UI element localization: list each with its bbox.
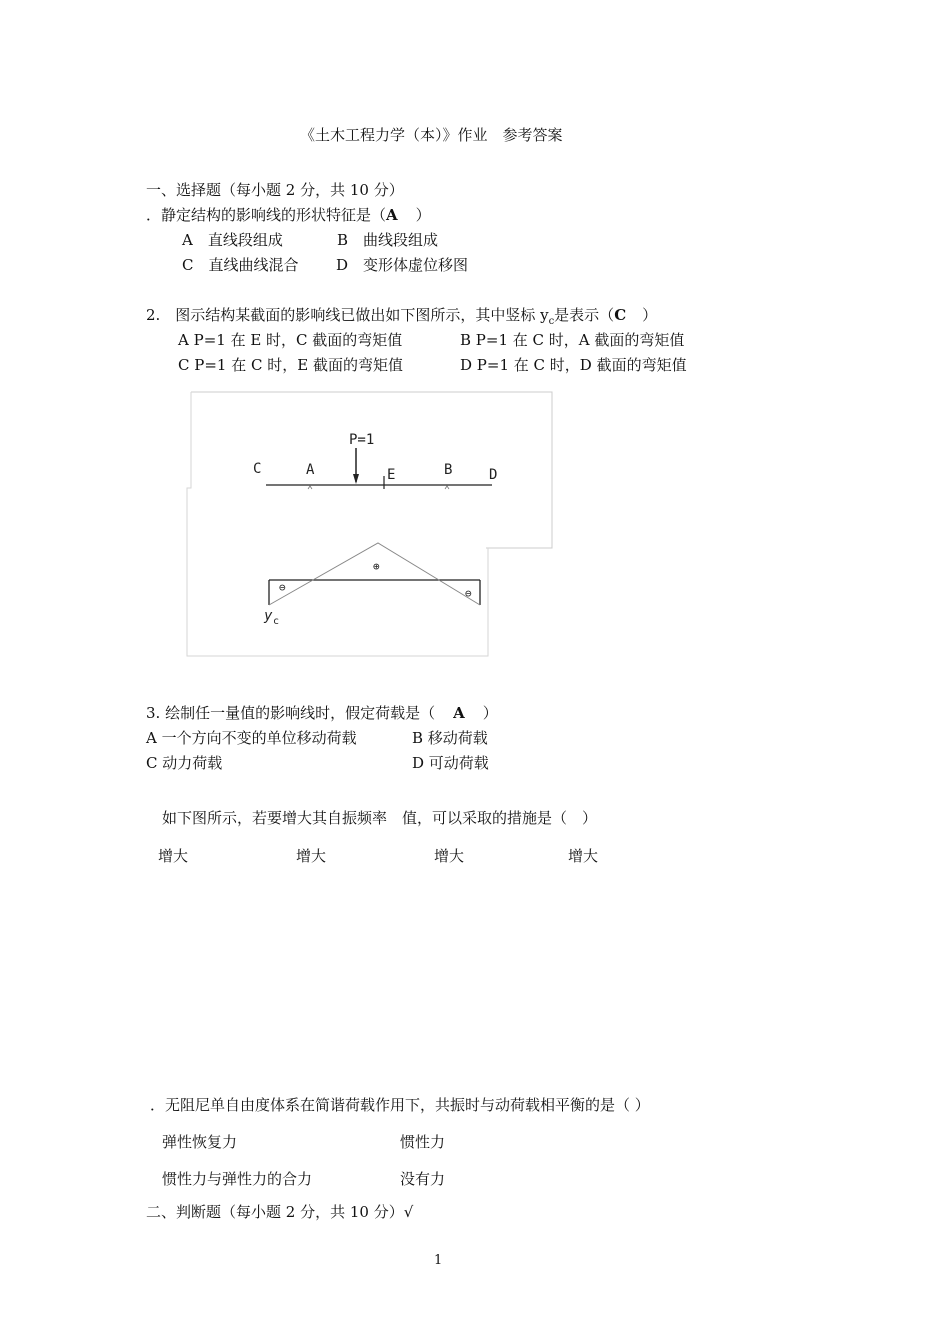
question-5: ．无阻尼单自由度体系在简谐荷载作用下，共振时与动荷载相平衡的是（ ） — [150, 1096, 650, 1114]
q1-option-b: B 曲线段组成 — [337, 231, 439, 249]
q2-option-d: D P=1 在 C 时，D 截面的弯矩值 — [460, 356, 687, 374]
ordinate-label: y — [264, 608, 273, 624]
minus-sign-right: ⊖ — [465, 587, 472, 600]
q5-option-3: 惯性力与弹性力的合力 — [162, 1170, 313, 1188]
q1-option-d: D 变形体虚位移图 — [336, 256, 469, 274]
section-heading-choice: 一、选择题（每小题 2 分，共 10 分） — [146, 181, 404, 199]
q1-option-c: C 直线曲线混合 — [182, 256, 299, 274]
question-3 — [146, 706, 498, 721]
question-1-answer: A — [386, 206, 398, 224]
support-b — [445, 486, 449, 489]
influence-line-figure — [186, 390, 556, 660]
q5-option-1: 弹性恢复力 — [162, 1133, 238, 1151]
question-1 — [146, 208, 431, 223]
page-number: 1 — [434, 1253, 443, 1268]
figure-frame-bottom — [187, 392, 488, 656]
question-1-stem: ．静定结构的影响线的形状特征是（ — [146, 206, 387, 224]
q3-option-a: A 一个方向不变的单位移动荷载 — [146, 729, 357, 747]
q4-option-4: 增大 — [568, 847, 599, 865]
point-label-c: C — [253, 461, 262, 477]
question-2 — [146, 308, 657, 327]
point-label-d: D — [489, 467, 498, 483]
question-2-answer: C — [614, 306, 627, 324]
q1-option-a: A 直线段组成 — [182, 231, 283, 249]
q3-option-c: C 动力荷载 — [146, 754, 223, 772]
q4-option-2: 增大 — [296, 847, 327, 865]
question-2-stem-a: 2. 图示结构某截面的影响线已做出如下图所示，其中竖标 y — [146, 306, 549, 324]
support-a — [308, 486, 312, 489]
q2-option-a: A P=1 在 E 时，C 截面的弯矩值 — [178, 331, 403, 349]
q5-option-4: 没有力 — [400, 1170, 446, 1188]
question-3-answer: A — [453, 704, 465, 722]
load-label: P=1 — [349, 432, 375, 448]
q4-option-1: 增大 — [158, 847, 189, 865]
q3-option-d: D 可动荷载 — [412, 754, 489, 772]
load-arrow-head — [353, 474, 359, 484]
question-2-close: ） — [642, 306, 658, 324]
point-label-e: E — [387, 467, 396, 483]
figure-frame-top — [191, 392, 552, 548]
q5-option-2: 惯性力 — [400, 1133, 446, 1151]
q4-option-3: 增大 — [434, 847, 465, 865]
section-heading-judgement: 二、判断题（每小题 2 分，共 10 分）√ — [146, 1203, 414, 1221]
point-label-b: B — [444, 462, 453, 478]
influence-line — [269, 543, 480, 605]
plus-sign: ⊕ — [373, 560, 380, 573]
question-3-stem: 3. 绘制任一量值的影响线时，假定荷载是（ — [146, 704, 436, 722]
question-2-stem-sub: c — [548, 316, 555, 327]
document-title: 《土木工程力学（本）》作业 参考答案 — [300, 126, 563, 144]
q3-option-b: B 移动荷载 — [412, 729, 488, 747]
q2-option-c: C P=1 在 C 时，E 截面的弯矩值 — [178, 356, 403, 374]
q2-option-b: B P=1 在 C 时，A 截面的弯矩值 — [460, 331, 685, 349]
question-3-close: ） — [482, 704, 498, 722]
ordinate-label-sub: c — [273, 616, 280, 627]
point-label-a: A — [306, 462, 315, 478]
minus-sign-left: ⊖ — [279, 581, 286, 594]
question-1-close: ） — [415, 206, 431, 224]
question-4: 如下图所示，若要增大其自振频率 值，可以采取的措施是（ ） — [162, 809, 598, 827]
question-2-stem-b: 是表示（ — [554, 306, 615, 324]
